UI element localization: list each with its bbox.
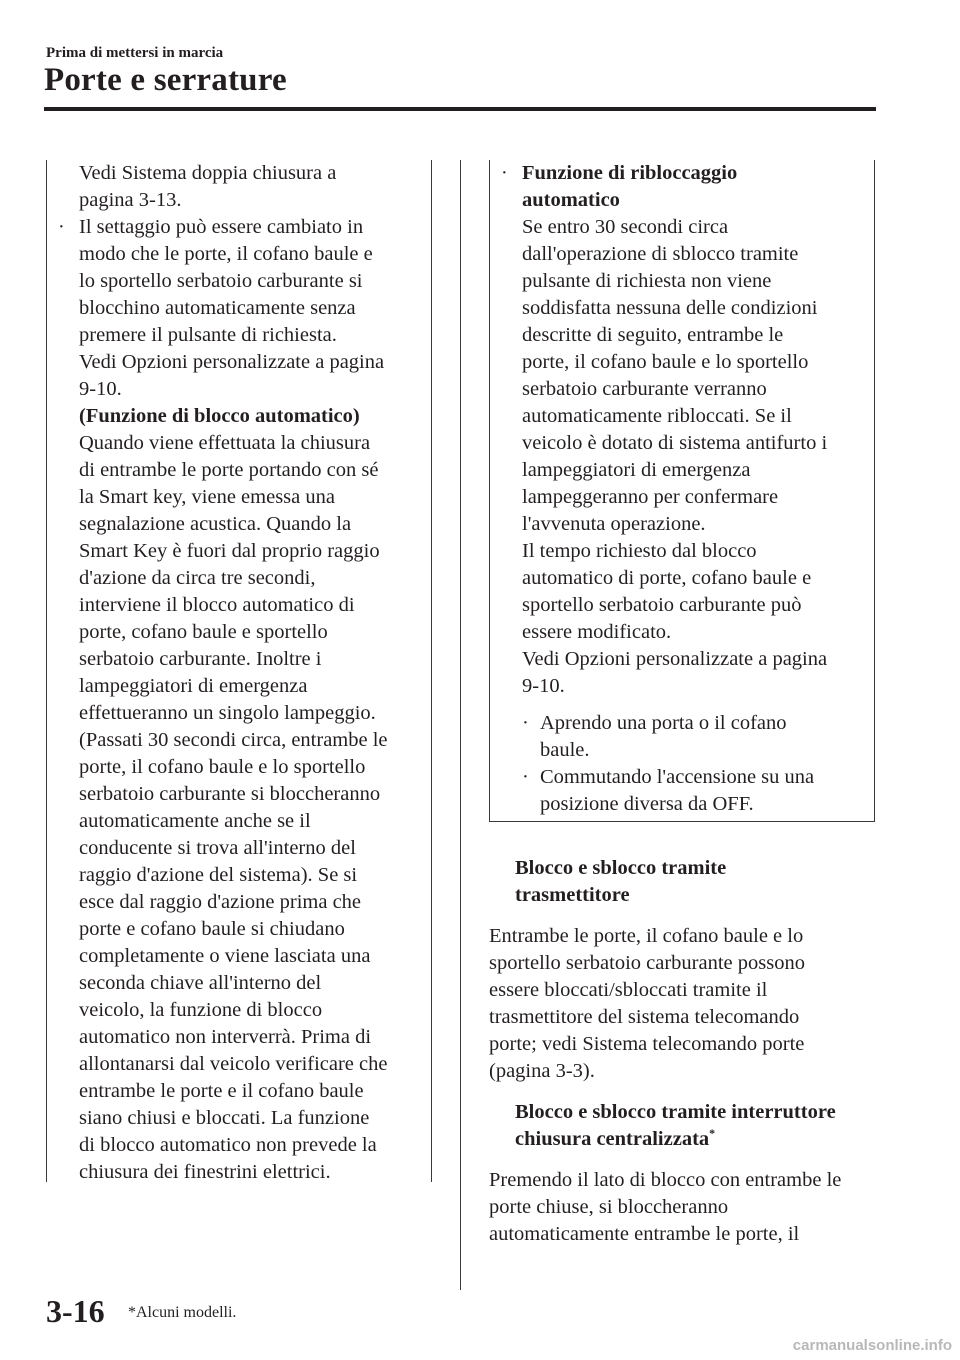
- bullet-dot: ·: [522, 712, 529, 734]
- bullet-dot: ·: [501, 162, 508, 184]
- page-number: 3-16: [46, 1293, 105, 1329]
- double-lock-ref-line1: Vedi Sistema doppia chiusura a: [79, 162, 337, 184]
- central-lock-heading-line2: chiusura centralizzata*: [515, 1126, 716, 1150]
- sub-bullet-ignition: · Commutando l'accensione su una posizione diversa da OFF.: [522, 766, 815, 815]
- bullet-dot: ·: [522, 766, 529, 788]
- section-label: Prima di mettersi in marcia: [46, 45, 224, 61]
- relock-heading-line2: automatico: [522, 189, 620, 211]
- auto-lock-heading: (Funzione di blocco automatico): [79, 405, 360, 427]
- watermark: carmanualsonline.info: [792, 1337, 952, 1354]
- footnote-mark: *: [709, 1126, 716, 1141]
- page-title: Porte e serrature: [44, 62, 287, 98]
- bullet-item-settings: · Il settaggio può essere cambiato in modo che le porte, il cofano baule e lo sportello serbatoio carburante si blocchino automaticamente senza premere il pulsante di richiesta. Vedi Opzioni personalizzate a pagina 9-10. (Funzione di blocco automatico) Quando viene effettuata la chiusura di entrambe le porte portando con sé la Smart key, viene emessa una segnalazione acustica. Quando la Smart Key è fuori dal proprio raggio d'azione da circa tre secondi, interviene il blocco automatico di porte, cofano baule e sportello serbatoio carburante. Inoltre i lampeggiatori di emergenza effettueranno un singolo lampeggio. (Passati 30 secondi circa, entrambe le porte, il cofano baule e lo sportello serbatoio carburante si bloccheranno automaticamente anche se il conducente si trova all'interno del raggio d'azione del sistema). Se si esce dal raggio d'azione prima che porte e cofano baule si chiudano completamente o viene lasciata una seconda chiave all'interno del veicolo, la funzione di blocco automatico non interverrà. Prima di allontanarsi dal veicolo verificare che entrambe le porte e il cofano baule siano chiusi e bloccati. La funzione di blocco automatico non prevede la chiusura dei finestrini elettrici.: [46, 214, 431, 1186]
- central-lock-heading-line1: Blocco e sblocco tramite interruttore: [515, 1101, 836, 1123]
- sub-bullet-open-door: · Aprendo una porta o il cofano baule.: [522, 712, 787, 761]
- transmitter-heading-line1: Blocco e sblocco tramite: [515, 857, 727, 879]
- left-box-right-border: [431, 160, 432, 1182]
- bullet-dot: ·: [58, 216, 65, 238]
- bullet-item-relock: · Funzione di ribloccaggio automatico Se entro 30 secondi circa dall'operazione di sblocco tramite pulsante di richiesta non viene soddisfatta nessuna delle condizioni descritte di seguito, entrambe le porte, il cofano baule e lo sportello serbatoio carburante verranno automaticamente ribloccati. Se il veicolo è dotato di sistema antifurto i lampeggiatori di emergenza lampeggeranno per confermare l'avvenuta operazione. Il tempo richiesto dal blocco automatico di porte, cofano baule e sportello serbatoio carburante può essere modificato. Vedi Opzioni personalizzate a pagina 9-10.: [489, 160, 874, 700]
- title-rule: [44, 107, 876, 111]
- double-lock-ref-line2: pagina 3-13.: [79, 189, 182, 211]
- column-separator: [460, 160, 461, 1290]
- footnote: *Alcuni modelli.: [128, 1304, 237, 1321]
- left-column: [46, 160, 431, 1186]
- transmitter-heading-line2: trasmettitore: [515, 884, 630, 906]
- right-box-column: [489, 160, 874, 818]
- relock-heading-line1: Funzione di ribloccaggio: [522, 162, 738, 184]
- right-box-right-border: [874, 160, 875, 822]
- right-body-column: Blocco e sblocco tramite trasmettitore Entrambe le porte, il cofano baule e lo sportello serbatoio carburante possono essere bloccati/sbloccati tramite il trasmettitore del sistema telecomando porte; vedi Sistema telecomando porte (pagina 3-3). Blocco e sblocco tramite interruttore chiusura centralizzata* Premendo il lato di blocco con entrambe le porte chiuse, si bloccheranno automaticamente entrambe le porte, il: [489, 855, 884, 1248]
- right-box-bottom-border: [489, 821, 875, 822]
